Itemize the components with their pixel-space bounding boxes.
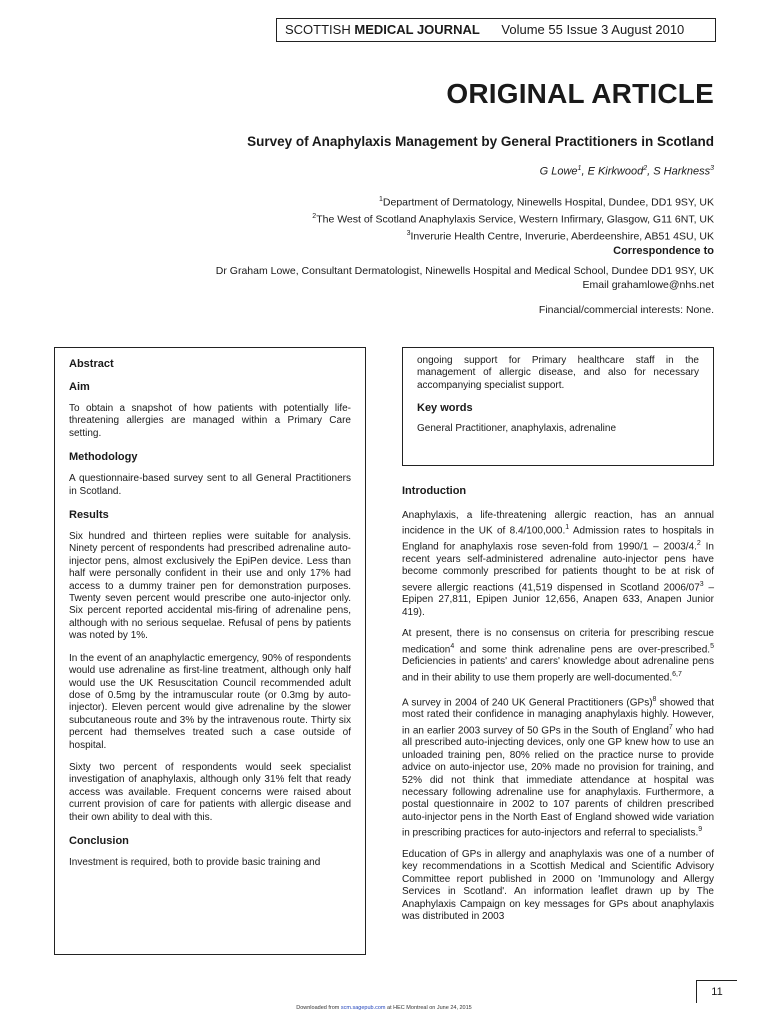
affiliation-sup: 2 — [312, 213, 317, 220]
citation-sup: 4 — [450, 642, 455, 650]
affiliation-text: Inverurie Health Centre, Inverurie, Aberdeenshire, AB51 4SU, UK — [410, 230, 714, 243]
keywords-heading: Key words — [417, 402, 473, 415]
citation-sup: 2 — [696, 540, 701, 548]
citation-sup: 3 — [699, 580, 704, 588]
abstract-continued-box — [402, 347, 714, 466]
author-name: G Lowe — [539, 165, 578, 178]
citation-sup: 5 — [710, 642, 714, 650]
text-run: In recent years self-administered adrenaline auto-injector pens have become commonly prescribed for patients thought to be at risk of severe allergic reactions (41,519 dispensed in Scotland 2006/07 — [402, 541, 714, 594]
journal-name: MEDICAL JOURNAL — [354, 22, 480, 37]
download-footer — [0, 1005, 768, 1011]
results-paragraph: Six hundred and thirteen replies were suitable for analysis. Ninety percent of respondents had prescribed adrenaline auto-injector pens, almost exclusively the EpiPen device. Less than half were personally confident in their use and only 17% had access to a dummy trainer pen for demonstration purposes. Twenty seven percent would prescribe one auto-injector only. Six percent reported accidental mis-firing of adrenaline pens, although with no serious sequelae. Refusal of pens by patients was noted by 1%. — [69, 531, 351, 642]
citation-sup: 7 — [668, 723, 673, 731]
results-paragraph: Sixty two percent of respondents would seek specialist investigation of anaphylaxis, although only 31% felt that ready access was available. Frequent concerns were raised about current provision of care for patients with allergic disease and their own ability to deal with this. — [69, 761, 351, 823]
aim-heading: Aim — [69, 381, 90, 393]
affiliation-sup: 3 — [406, 230, 411, 237]
abstract-box — [54, 347, 366, 955]
keywords-text: General Practitioner, anaphylaxis, adrenaline — [417, 423, 617, 435]
text-run: and some think adrenaline pens are over-prescribed. — [454, 643, 711, 655]
text-run: Anaphylaxis, a life-threatening allergic reaction, has an annual incidence in the UK of 8.4/100,000. — [402, 510, 714, 537]
text-run: who had all prescribed auto-injecting devices, only one GP knew how to use an unloaded training pen, 80% relied on the practice nurse to provide advice on auto-injector use, 20% made no provision for training, and 52% did not think that immediate attendance at hospital was necessary following adrenaline use for anaphylaxis. Furthermore, a postal questionnaire in 2002 to 107 parents of children prescribed auto-injector pens in the North East of England showed wide variation in prescribing practices for auto-injectors and referral to specialists. — [402, 724, 714, 839]
affiliation — [312, 193, 714, 210]
correspondence-address: Dr Graham Lowe, Consultant Dermatologist, Ninewells Hospital and Medical School, Dundee DD1 9SY, UK — [215, 265, 714, 277]
affiliation-sup: 1 — [378, 196, 383, 203]
author-sup: 3 — [710, 165, 714, 172]
journal-header-bar — [276, 18, 716, 42]
conclusion-continued-text: ongoing support for Primary healthcare staff in the management of allergic disease, and also for necessary accompanying specialist support. — [417, 355, 699, 391]
introduction-section — [402, 484, 714, 932]
page-number: 11 — [696, 980, 737, 1003]
introduction-paragraph — [402, 694, 714, 840]
text-run: At present, there is no consensus on criteria for prescribing rescue medication — [402, 628, 714, 655]
affiliation — [312, 210, 714, 227]
aim-text: To obtain a snapshot of how patients with potentially life-threatening allergies are managed within a Primary Care setting. — [69, 403, 351, 439]
citation-sup: 1 — [565, 524, 570, 532]
correspondence-heading: Correspondence to — [613, 245, 714, 257]
footer-link[interactable]: scm.sagepub.com — [340, 1005, 386, 1011]
correspondence-text — [216, 264, 714, 292]
introduction-paragraph — [402, 628, 714, 684]
citation-sup: 8 — [652, 695, 657, 703]
author-list: G Lowe$^1$, E Kirkwood$^2$, S Harkness$^3$ — [539, 165, 714, 178]
citation-sup: 6,7 — [672, 670, 682, 678]
text-run: A survey in 2004 of 240 UK General Practitioners (GPs) — [402, 696, 653, 708]
text-run: Deficiencies in patients' and carers' knowledge about adrenaline pens and in their ability to use them properly are well-documented. — [402, 656, 714, 684]
methodology-text: A questionnaire-based survey sent to all General Practitioners in Scotland. — [69, 473, 351, 497]
journal-prefix: SCOTTISH — [285, 22, 351, 37]
introduction-paragraph: Education of GPs in allergy and anaphylaxis was one of a number of key recommendations in a Scottish Medical and Scientific Advisory Committee report published in 2000 on 'Immunology and Allergy Services in Scotland'. An information leaflet drawn up by The Anaphylaxis Campaign on key messages for GPs about anaphylaxis was distributed in 2003 — [402, 848, 714, 922]
journal-volume: Volume 55 Issue 3 August 2010 — [501, 22, 685, 37]
text-run: Admission rates to hospitals in England for anaphylaxis rose seven-fold from 1990/1 – 2003/4. — [402, 525, 714, 553]
author-name: S Harkness — [653, 165, 711, 178]
introduction-heading: Introduction — [402, 485, 467, 497]
text-run: showed that most rated their confidence in managing anaphylaxis highly. However, in an earlier 2003 survey of 50 GPs in the South of England — [402, 696, 714, 736]
affiliation — [312, 227, 714, 244]
author-name: E Kirkwood — [587, 165, 644, 178]
conclusion-text: Investment is required, both to provide basic training and — [69, 856, 321, 868]
affiliations — [312, 193, 714, 244]
correspondence-email: Email grahamlowe@nhs.net — [582, 279, 714, 291]
citation-sup: 9 — [698, 826, 703, 834]
article-type: ORIGINAL ARTICLE — [446, 78, 714, 109]
financial-interests: Financial/commercial interests: None. — [538, 304, 714, 316]
results-paragraph: In the event of an anaphylactic emergency, 90% of respondents would use adrenaline as first-line treatment, although only half would use the UK Resuscitation Council recommended adult dose of 0.5mg by the intramuscular route (or 0.3mg by auto-injector). Eleven percent would give adrenaline by the slower subcutaneous route and 3% by the intravenous route. Thirty six percent had themselves treated such a case outside of hospital. — [69, 652, 351, 751]
text-run: – Epipen 27,811, Epipen Junior 12,656, Anapen 633, Anapen Junior 419). — [402, 582, 715, 618]
affiliation-text: The West of Scotland Anaphylaxis Service, Western Infirmary, Glasgow, G11 6NT, UK — [316, 213, 714, 226]
conclusion-heading: Conclusion — [69, 834, 129, 847]
author-sup: 2 — [643, 165, 648, 172]
introduction-paragraph — [402, 510, 714, 619]
footer-prefix: Downloaded from — [296, 1005, 340, 1011]
footer-suffix: at HEC Montreal on June 24, 2015 — [387, 1005, 472, 1011]
affiliation-text: Department of Dermatology, Ninewells Hospital, Dundee, DD1 9SY, UK — [382, 196, 714, 209]
author-sup: 1 — [577, 165, 582, 172]
methodology-heading: Methodology — [69, 451, 138, 464]
abstract-heading: Abstract — [69, 358, 114, 370]
results-heading: Results — [69, 509, 109, 522]
article-title: Survey of Anaphylaxis Management by General Practitioners in Scotland — [247, 134, 714, 149]
